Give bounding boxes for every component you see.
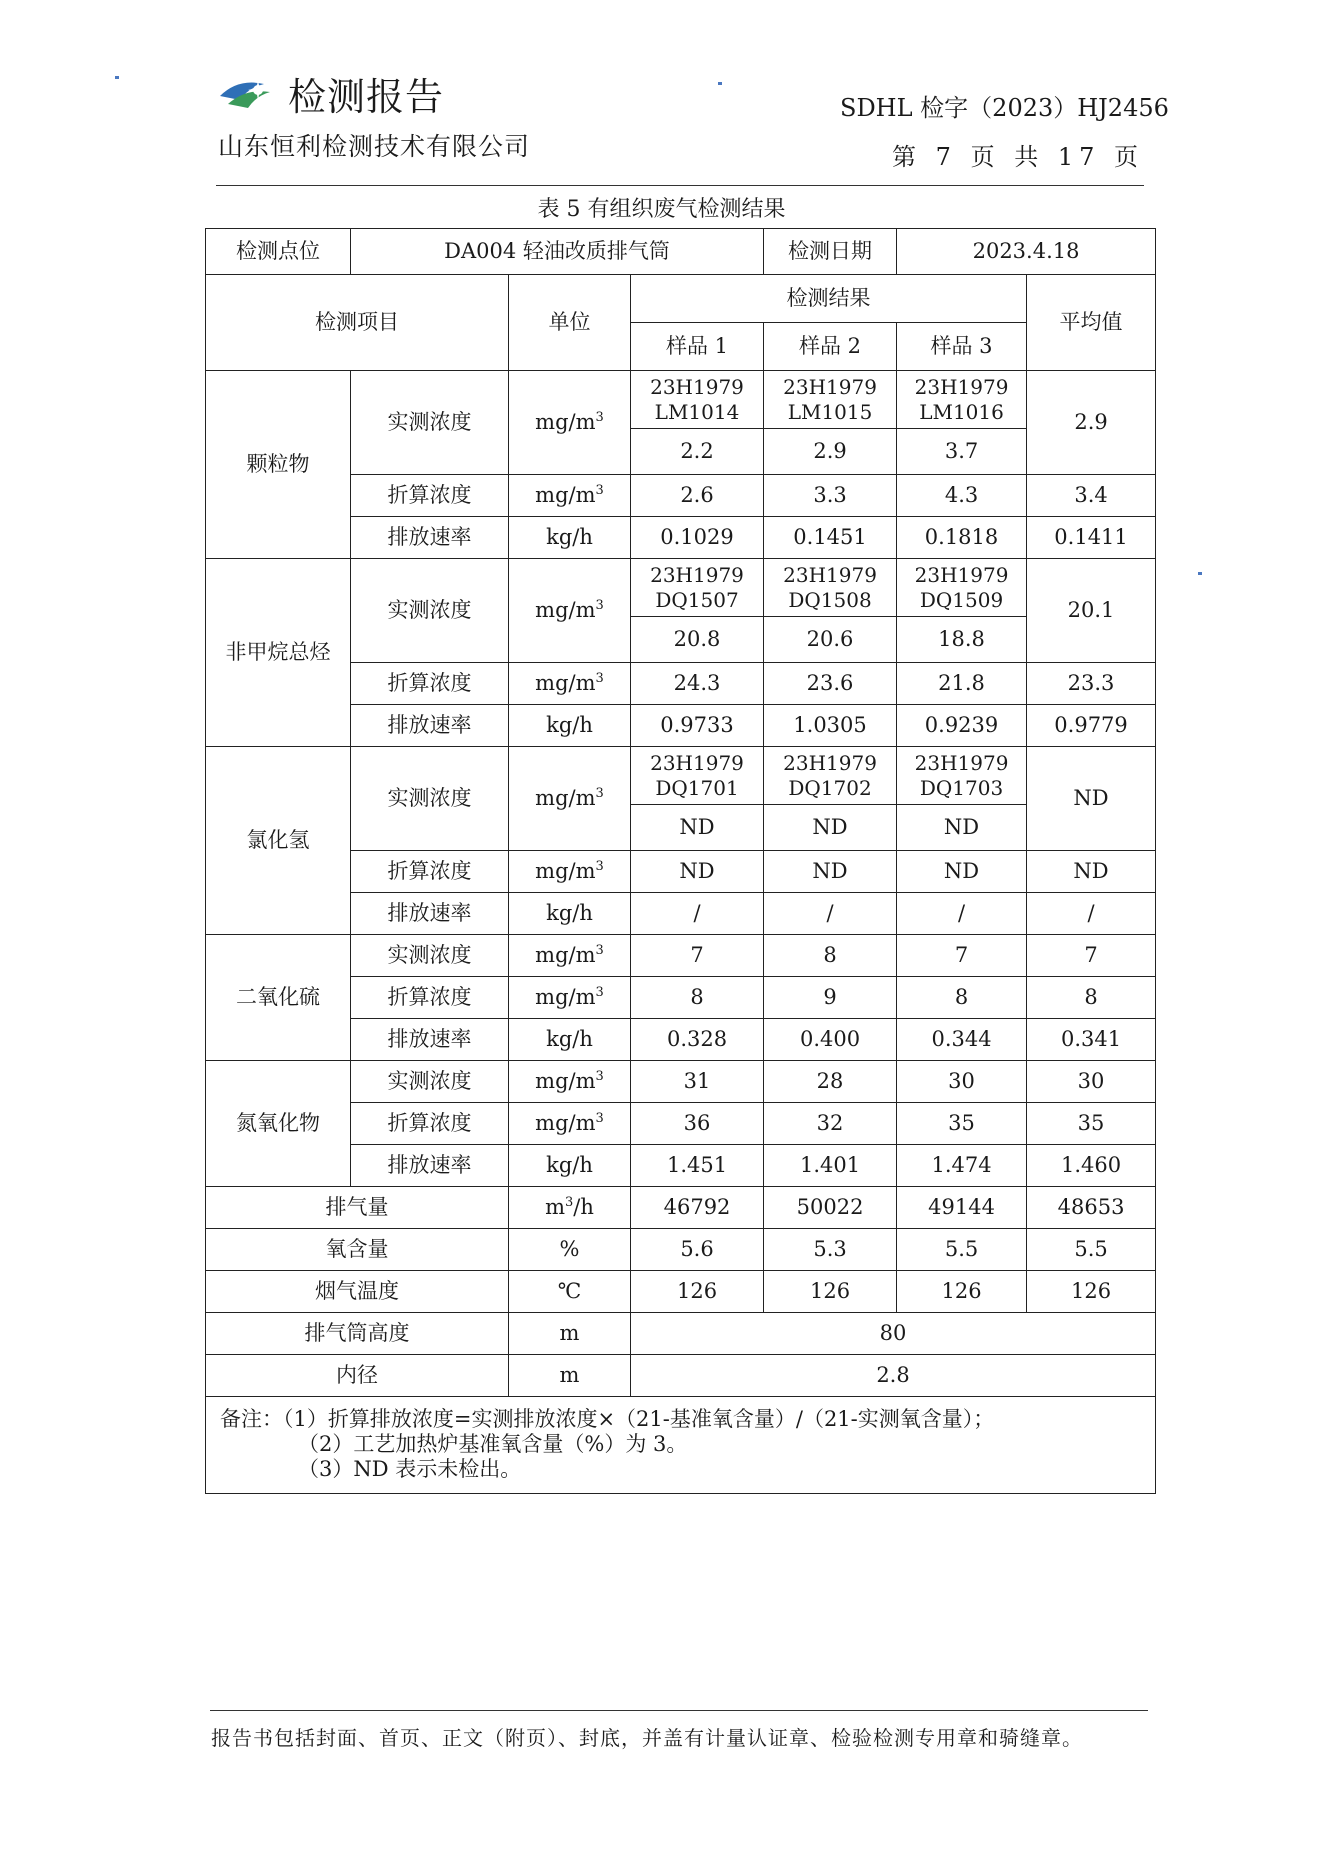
remarks-prefix: 备注：: [220, 1407, 283, 1431]
sample-value: 1.451: [631, 1145, 764, 1187]
unit-superscript: 3: [595, 670, 604, 686]
avg-value: 126: [1027, 1271, 1156, 1313]
sample-value: 0.9239: [897, 705, 1027, 747]
unit-cell: [509, 893, 631, 935]
sample-value: 126: [897, 1271, 1027, 1313]
sample-value: 1.0305: [764, 705, 897, 747]
sample-value: 49144: [897, 1187, 1027, 1229]
sample-code: 23H1979 DQ1507: [631, 559, 764, 617]
avg-value: 0.9779: [1027, 705, 1156, 747]
sample-value: ND: [764, 805, 897, 851]
unit-text: mg/m: [535, 785, 596, 810]
sample-value: 30: [897, 1061, 1027, 1103]
sample-value: 4.3: [897, 475, 1027, 517]
sample-value: /: [631, 893, 764, 935]
unit-superscript: 3: [595, 1110, 604, 1126]
sample1-header: 样品 1: [631, 323, 764, 371]
row-label: 折算浓度: [351, 851, 509, 893]
sample-value: 32: [764, 1103, 897, 1145]
sample-value: 3.3: [764, 475, 897, 517]
unit-text: mg/m: [535, 942, 596, 967]
avg-value: 30: [1027, 1061, 1156, 1103]
sample-value: 36: [631, 1103, 764, 1145]
table-row: [206, 371, 1156, 429]
sample-value: ND: [897, 851, 1027, 893]
unit-text: kg/h: [546, 524, 593, 549]
sample-value: ND: [897, 805, 1027, 851]
unit-cell: m: [509, 1313, 631, 1355]
results-table: [205, 228, 1156, 1494]
sample-code: 23H1979 DQ1702: [764, 747, 897, 805]
unit-cell: [509, 977, 631, 1019]
unit-superscript: 3: [595, 942, 604, 958]
sample-code: 23H1979 LM1015: [764, 371, 897, 429]
sample-value: ND: [764, 851, 897, 893]
sample-value: 21.8: [897, 663, 1027, 705]
row-label: 实测浓度: [351, 559, 509, 663]
unit-text: kg/h: [546, 1026, 593, 1051]
unit-text: kg/h: [546, 712, 593, 737]
group-name: 氯化氢: [206, 747, 351, 935]
sample-code: 23H1979 DQ1509: [897, 559, 1027, 617]
table-row: [206, 935, 1156, 977]
sample-value: 0.328: [631, 1019, 764, 1061]
header-left: [218, 66, 530, 163]
row-label: 实测浓度: [351, 371, 509, 475]
unit-superscript: 3: [595, 858, 604, 874]
table-row: [206, 559, 1156, 617]
sample-value: 18.8: [897, 617, 1027, 663]
sample-value: 7: [897, 935, 1027, 977]
unit-text: %: [559, 1236, 580, 1261]
row-label: 排放速率: [351, 517, 509, 559]
group-name: 非甲烷总烃: [206, 559, 351, 747]
unit-cell: [509, 663, 631, 705]
page-current: 7: [935, 143, 957, 171]
report-title: 检测报告: [288, 75, 445, 119]
row-label: 排放速率: [351, 1145, 509, 1187]
sample-value: 126: [631, 1271, 764, 1313]
unit-text: mg/m: [535, 409, 596, 434]
row-label: 折算浓度: [351, 977, 509, 1019]
row-label: 排气量: [206, 1187, 509, 1229]
sample-value: 5.5: [897, 1229, 1027, 1271]
date-value: 2023.4.18: [897, 229, 1156, 275]
sample-value: 35: [897, 1103, 1027, 1145]
remarks-cell: [206, 1397, 1156, 1494]
sample-value: 8: [764, 935, 897, 977]
page-info: [840, 137, 1160, 172]
unit-cell: [509, 935, 631, 977]
sample3-header: 样品 3: [897, 323, 1027, 371]
header-right: [840, 88, 1169, 172]
unit-superscript: 3: [595, 482, 604, 498]
remark-line: （2）工艺加热炉基准氧含量（%）为 3。: [298, 1432, 688, 1457]
avg-value: 23.3: [1027, 663, 1156, 705]
row-label: 实测浓度: [351, 1061, 509, 1103]
unit-superscript: 3: [595, 409, 604, 425]
row-label: 氧含量: [206, 1229, 509, 1271]
unit-cell: [509, 747, 631, 851]
footer-divider: [210, 1710, 1148, 1711]
table-row: [206, 1355, 1156, 1397]
sample-value: 0.9733: [631, 705, 764, 747]
meta-row: [206, 229, 1156, 275]
avg-value: /: [1027, 893, 1156, 935]
table-row: [206, 1187, 1156, 1229]
unit-text: m: [545, 1194, 566, 1219]
unit-text: kg/h: [546, 900, 593, 925]
unit-cell: [509, 517, 631, 559]
avg-value: 2.9: [1027, 371, 1156, 475]
row-label: 实测浓度: [351, 747, 509, 851]
scan-speck: [718, 82, 722, 85]
unit-text: /h: [573, 1194, 594, 1219]
results-header: 检测结果: [631, 275, 1027, 323]
sample-code: 23H1979 LM1014: [631, 371, 764, 429]
sample-value: /: [897, 893, 1027, 935]
table-row: [206, 1061, 1156, 1103]
sample-code: 23H1979 DQ1508: [764, 559, 897, 617]
sample-value: 8: [897, 977, 1027, 1019]
unit-cell: [509, 851, 631, 893]
page-prefix: 第: [892, 143, 922, 171]
company-name: 山东恒利检测技术有限公司: [218, 132, 531, 161]
remark-text: （1）折算排放浓度=实测排放浓度×（21-基准氧含量）/（21-实测氧含量）；: [283, 1407, 995, 1431]
merged-value: 80: [631, 1313, 1156, 1355]
sample-value: 20.8: [631, 617, 764, 663]
avg-value: 1.460: [1027, 1145, 1156, 1187]
avg-value: ND: [1027, 851, 1156, 893]
table-row: [206, 747, 1156, 805]
header-row-1: [206, 275, 1156, 323]
sample-value: 5.6: [631, 1229, 764, 1271]
page-suffix: 页: [1114, 143, 1145, 171]
unit-cell: [509, 1229, 631, 1271]
results-table-body: [206, 229, 1156, 1494]
remarks-row: [206, 1397, 1156, 1494]
unit-text: mg/m: [535, 670, 596, 695]
sample-value: 1.474: [897, 1145, 1027, 1187]
unit-text: mg/m: [535, 858, 596, 883]
unit-superscript: 3: [565, 1194, 574, 1210]
unit-superscript: 3: [595, 1068, 604, 1084]
group-name: 二氧化硫: [206, 935, 351, 1061]
remark-line: [220, 1407, 1141, 1432]
row-label: 排放速率: [351, 893, 509, 935]
sample-value: ND: [631, 805, 764, 851]
row-label: 烟气温度: [206, 1271, 509, 1313]
scan-speck: [115, 76, 119, 79]
row-label: 折算浓度: [351, 1103, 509, 1145]
item-header: 检测项目: [206, 275, 509, 371]
avg-value: 8: [1027, 977, 1156, 1019]
sample-value: 24.3: [631, 663, 764, 705]
table-row: [206, 1229, 1156, 1271]
sample-value: 2.9: [764, 429, 897, 475]
table-row: [206, 1271, 1156, 1313]
unit-text: mg/m: [535, 984, 596, 1009]
unit-cell: [509, 1271, 631, 1313]
sample-value: 5.3: [764, 1229, 897, 1271]
unit-text: mg/m: [535, 482, 596, 507]
unit-cell: [509, 1061, 631, 1103]
page-total: 17: [1057, 143, 1101, 171]
company-logo-icon: [218, 74, 284, 114]
table-row: [206, 1313, 1156, 1355]
sample-value: 3.7: [897, 429, 1027, 475]
sample-value: 8: [631, 977, 764, 1019]
unit-superscript: 3: [595, 984, 604, 1000]
unit-cell: [509, 705, 631, 747]
sample-code: 23H1979 LM1016: [897, 371, 1027, 429]
scan-speck: [1198, 572, 1202, 575]
avg-value: 0.1411: [1027, 517, 1156, 559]
unit-cell: [509, 475, 631, 517]
row-label: 折算浓度: [351, 475, 509, 517]
unit-text: mg/m: [535, 1110, 596, 1135]
logo-row: [218, 66, 530, 121]
point-value: DA004 轻油改质排气筒: [351, 229, 764, 275]
avg-value: 0.341: [1027, 1019, 1156, 1061]
sample-value: 7: [631, 935, 764, 977]
sample-value: /: [764, 893, 897, 935]
unit-cell: [509, 1019, 631, 1061]
sample-value: 0.400: [764, 1019, 897, 1061]
row-label: 排放速率: [351, 705, 509, 747]
unit-cell: [509, 559, 631, 663]
avg-value: 3.4: [1027, 475, 1156, 517]
unit-superscript: 3: [595, 785, 604, 801]
avg-value: 35: [1027, 1103, 1156, 1145]
unit-header: 单位: [509, 275, 631, 371]
sample-code: 23H1979 DQ1703: [897, 747, 1027, 805]
sample-value: 23.6: [764, 663, 897, 705]
sample-value: 2.6: [631, 475, 764, 517]
point-label: 检测点位: [206, 229, 351, 275]
unit-cell: [509, 1187, 631, 1229]
unit-cell: [509, 1103, 631, 1145]
page-mid: 页 共: [970, 143, 1045, 171]
avg-value: ND: [1027, 747, 1156, 851]
remark-line: （3）ND 表示未检出。: [298, 1457, 522, 1482]
unit-cell: [509, 1145, 631, 1187]
sample-code: 23H1979 DQ1701: [631, 747, 764, 805]
row-label: 折算浓度: [351, 663, 509, 705]
avg-value: 20.1: [1027, 559, 1156, 663]
row-label: 内径: [206, 1355, 509, 1397]
sample-value: 126: [764, 1271, 897, 1313]
sample-value: 31: [631, 1061, 764, 1103]
unit-cell: [509, 371, 631, 475]
sample-value: 28: [764, 1061, 897, 1103]
avg-header: 平均值: [1027, 275, 1156, 371]
group-name: 氮氧化物: [206, 1061, 351, 1187]
row-label: 实测浓度: [351, 935, 509, 977]
unit-text: mg/m: [535, 1068, 596, 1093]
group-name: 颗粒物: [206, 371, 351, 559]
sample-value: 20.6: [764, 617, 897, 663]
sample-value: 1.401: [764, 1145, 897, 1187]
table-title: 表 5 有组织废气检测结果: [537, 197, 786, 222]
footer-note: 报告书包括封面、首页、正文（附页）、封底，并盖有计量认证章、检验检测专用章和骑缝章。: [211, 1726, 1083, 1750]
header-divider: [216, 185, 1144, 186]
sample-value: ND: [631, 851, 764, 893]
unit-text: ℃: [557, 1278, 582, 1303]
sample-value: 0.1029: [631, 517, 764, 559]
row-label: 排放速率: [351, 1019, 509, 1061]
sample-value: 0.1451: [764, 517, 897, 559]
avg-value: 5.5: [1027, 1229, 1156, 1271]
sample-value: 46792: [631, 1187, 764, 1229]
sample-value: 9: [764, 977, 897, 1019]
date-label: 检测日期: [764, 229, 897, 275]
merged-value: 2.8: [631, 1355, 1156, 1397]
avg-value: 48653: [1027, 1187, 1156, 1229]
report-number: SDHL 检字（2023）HJ2456: [840, 94, 1169, 122]
sample-value: 50022: [764, 1187, 897, 1229]
row-label: 排气筒高度: [206, 1313, 509, 1355]
sample-value: 2.2: [631, 429, 764, 475]
sample2-header: 样品 2: [764, 323, 897, 371]
avg-value: 7: [1027, 935, 1156, 977]
sample-value: 0.344: [897, 1019, 1027, 1061]
unit-text: kg/h: [546, 1152, 593, 1177]
unit-text: mg/m: [535, 597, 596, 622]
unit-cell: m: [509, 1355, 631, 1397]
sample-value: 0.1818: [897, 517, 1027, 559]
unit-superscript: 3: [595, 597, 604, 613]
